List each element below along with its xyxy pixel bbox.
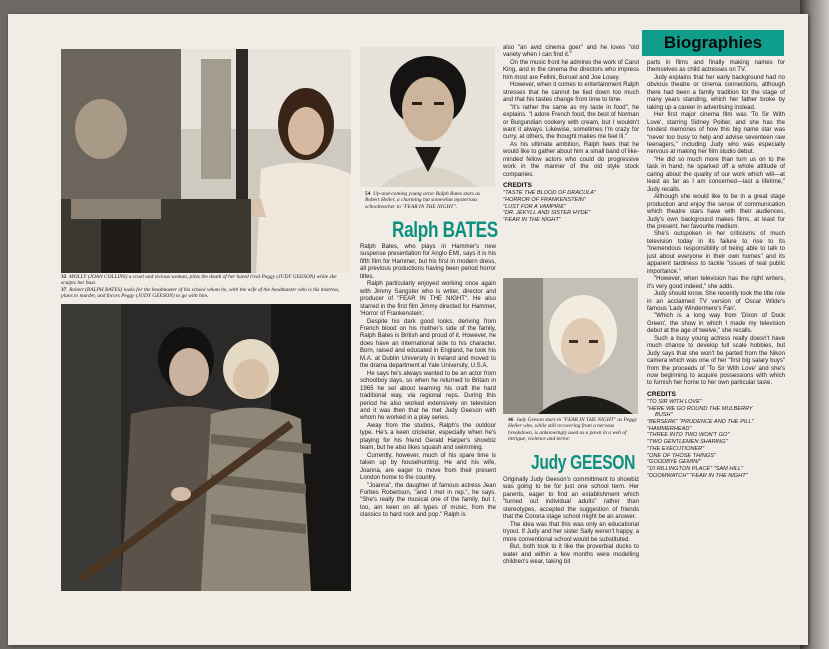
credit-item: "TASTE THE BLOOD OF DRACULA" <box>503 190 596 197</box>
bio-paragraph: On the music front he admires the work of Carol King, and in the cinema the directors who impress him most are Fellini, Bunuel and Joe Losey. <box>503 59 639 81</box>
ralph-credits-heading: CREDITS <box>503 182 532 190</box>
caption-number: 37 <box>61 286 67 293</box>
judy-bio-column <box>503 477 639 566</box>
credit-item: "GOODBYE GEMINI" <box>647 459 701 466</box>
bio-paragraph: parts in films and finally making names for themselves as child actresses on TV. <box>647 60 785 74</box>
bio-paragraph: "However, when television has the right writers, it's very good indeed," she adds. <box>647 276 785 290</box>
bio-paragraph: Such a busy young actress really doesn't have much chance to develop full scale hobbies, but Judy says that she won't be parted from the Nikon camera which was one of her "first big salary buys" from the proceeds of 'To Sir With Love' and she's now beginning to acquire possessions with which to furnish her home to her own particular taste. <box>647 335 785 387</box>
caption-32 <box>61 274 351 299</box>
judy-credits-heading: CREDITS <box>647 390 676 398</box>
credit-item: "DR. JEKYLL AND SISTER HYDE" <box>503 210 591 217</box>
bio-paragraph: Ralph particularly enjoyed working once again with Jimmy Sangster who is writer, director and producer of "FEAR IN THE NIGHT". He also starred in the first film Jimmy directed for Hammer, 'Horror of Frankenstein'. <box>360 281 496 318</box>
credit-item: "DOOMWATCH" "FEAR IN THE NIGHT" <box>647 472 748 479</box>
credit-item: "TWO GENTLEMEN SHARING" <box>647 439 728 446</box>
caption-text: Judy Geeson stars in "FEAR IN THE NIGHT" as Peggy Heller who, while still recovering from a nervous breakdown, is unknowingly used as a pawn in a web of intrigue, violence and terror. <box>508 417 637 442</box>
bio-paragraph: Although she would like to be in a great stage production and enjoy the sense of communication which theatre stars have with their audiences, Judy's own background makes films, at least for the present, her favourite medium. <box>647 194 785 230</box>
credit-item: "ONE OF THOSE THINGS" <box>647 452 716 459</box>
bio-paragraph: "Which is a long way from 'Dixon of Dock Green', the show in which I made my television debut at the age of twelve," she recalls. <box>647 313 785 335</box>
credit-item: "HAMMERHEAD" <box>647 425 692 432</box>
bio-paragraph: Currently, however, much of his spare time is taken up by househunting. He and his wife, Joanna, are eager to move from their present London home to the country. <box>360 452 496 482</box>
ralph-bio-column <box>360 244 496 520</box>
bio-paragraph: She's outspoken in her criticisms of much television today in its failure to rise to its "tremendous responsibility of being able to talk to just about everyone in their own homes" and its apparent tardiness to tackle "issues of real public importance." <box>647 231 785 275</box>
credit-item: "FEAR IN THE NIGHT" <box>503 216 561 223</box>
bio-paragraph: Judy explains that her early background had no obvious theatre or cinema connections, although there had been a family tradition for the stage of many years standing, which her father broke by taking up a career in advertising instead. <box>647 74 785 111</box>
bio-paragraph: Ralph Bates, who plays in Hammer's new suspense presentation for Anglo EMI, says it is his fifth film for Hammer, but his first in modern dress, all previous productions having been period horror titles. <box>360 244 496 280</box>
bio-paragraph: Despite his dark good looks, deriving from French blood on his mother's side of the family, Ralph Bates is British and proud of it. However, he does have an international side to his character. Born, raised and educated in England, he took his M.A. at Dublin University in Ireland and moved to the drama department at Yale University, U.S.A. <box>360 318 496 370</box>
bio-paragraph: Originally Judy Geeson's committment to showbiz was going to be for just one school term. Her parents, eager to find an establishment which "turned out individual adults" rather than stereotypes, accepted the suggestion of friends that the Corona stage school might be an answer. <box>503 477 639 521</box>
credit-item: "THE EXECUTIONER" <box>647 445 705 452</box>
bio-paragraph: However, when it comes to entertainment Ralph stresses that he cannot be tied down too much and that his tastes change from time to time. <box>503 82 639 104</box>
credit-item: "HERE WE GO ROUND THE MULBERRY <box>647 405 753 412</box>
caption-number: 46 <box>508 417 514 423</box>
bio-paragraph: As his ultimate ambition, Ralph feels that he would like to gather about him a small band of like-minded fellow actors who could do progressive work in the manner of the old style stock companies. <box>503 141 639 178</box>
bio-paragraph: "It's rather the same as my taste in food", he explains. "I adore French food, the best of Norman or Burgundian cookery with cream, but I wouldn't want it always. Likewise, sometimes I'm crazy for curry, at others, the thought makes me feel ill." <box>503 104 639 141</box>
caption-number: 32 <box>61 274 67 280</box>
photo-robert-peggy-shotgun <box>61 304 351 591</box>
credit-item: "LUST FOR A VAMPIRE" <box>503 203 566 210</box>
bio-paragraph: "He did so much more than turn us on to the task in hand, he sparked off a whole attitude of caring about the quality of our work which will—at least as far as I am concerned—last a lifetime," Judy recalls. <box>647 156 785 193</box>
bio-paragraph: Judy should know. She recently took the title role in an acclaimed TV version of Oscar Wilde's famous 'Lady Windermere's Fan'. <box>647 291 785 312</box>
caption-number: 54 <box>365 191 371 197</box>
caption-46 <box>508 417 638 442</box>
caption-54 <box>365 191 495 210</box>
credit-item: "BERSERK" "PRUDENCE AND THE PILL" <box>647 419 754 426</box>
bio-paragraph: Away from the studios, Ralph's the outdoor type. He's a keen cricketer, especially when he's playing for his friend Gerald Harper's showbiz team, but he also likes squash and swimming. <box>360 422 496 452</box>
credit-item: "HORROR OF FRANKENSTEIN" <box>503 196 586 203</box>
credit-item: "THREE INTO TWO WON'T GO" <box>647 432 730 439</box>
credit-item: "TO SIR WITH LOVE" <box>647 398 702 405</box>
judy-bio-column-3 <box>647 60 785 479</box>
photo-judy-geeson-portrait <box>503 278 638 414</box>
credit-item: BUSH" <box>655 412 673 419</box>
bio-paragraph: The idea was that this was only an educational tryout. If Judy and her sister Sally weren't happy, a more conventional school would be substituted. <box>503 521 639 543</box>
caption-text: Up-and-coming young actor Ralph Bates stars as Robert Heller, a charming but somewhat mysterious schoolteacher in "FEAR IN THE NIGHT". <box>365 191 480 210</box>
bio-paragraph: Her first major cinema film was 'To Sir With Love', starring Sidney Poitier, and she has the fondest memories of how this big name star was "never too busy to help and advise seventeen raw teenagers," including Judy who was especially nervous at making her film studio debut. <box>647 112 785 156</box>
credit-item: "10 RILLINGTON PLACE" "SAM HILL" <box>647 465 744 472</box>
biographies-banner: Biographies <box>642 30 784 56</box>
bio-paragraph: He says he's always wanted to be an actor from schoolboy days, so when he returned to Britain in 1965 he set about learning his craft the hard traditional way, via regional reps. During this period he also worked extensively on television and it was then that he met Judy Geeson with whom he worked in a play series. <box>360 370 496 422</box>
judy-geeson-heading: Judy GEESON <box>531 452 636 474</box>
bio-paragraph: "Joanna", the daughter of famous actress Jean Forbes Robertson, "and I met in rep.", he says. "She's really the musical one of the family, but I, too, am keen on all types of music, from the classics to hard rock and pop." Ralph is <box>360 482 496 519</box>
bio-paragraph: also "an avid cinema goer" and he loves "old variety when I can find it." <box>503 45 639 59</box>
ralph-bates-heading: Ralph BATES <box>392 217 498 242</box>
photo-molly-sculpting <box>61 49 351 273</box>
photo-ralph-bates-portrait <box>360 47 495 187</box>
ralph-bio-column-2 <box>503 45 639 224</box>
bio-paragraph: But, both took to it like the proverbial ducks to water and within a few months were modelling children's wear, taking bit <box>503 544 639 565</box>
caption-text: MOLLY (JOAN COLLINS) a cruel and vicious woman, plots the death of her hated rival Peggy (JUDY GEESON) while she sculpts her bust. <box>61 274 337 287</box>
caption-text: Robert (RALPH BATES) looks for the headmaster of his school whom he, with the wife of the headmaster who is his mistress, plans to murder, and forces Peggy (JUDY GEESON) to go with him. <box>61 286 340 299</box>
